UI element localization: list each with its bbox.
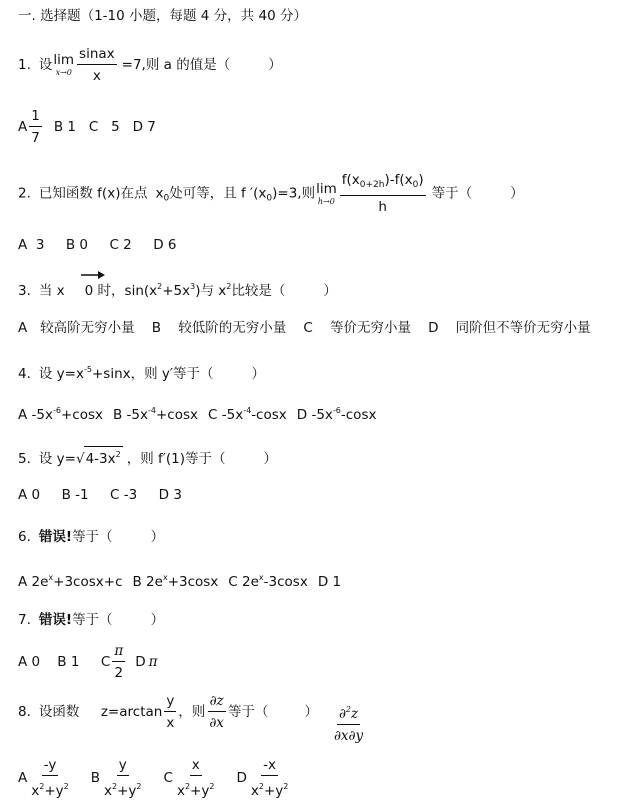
option-c: C -5x (208, 407, 244, 423)
section-heading: 一. 选择题（1-10 小题，每题 4 分，共 40 分） (18, 8, 307, 24)
close-paren: ） (150, 612, 165, 628)
option-d-label: D (236, 770, 247, 786)
limit-operator: lim h→0 (316, 180, 337, 206)
question-7-options (18, 643, 157, 681)
question-2: 2. 已知函数 f(x)在点 $x_0$处可等，且 f $'(x_0)=3$,则 lim h→0 $\frac{f(x_{0+2h})-f(x_0)}{h}$ 等于（ ） (18, 172, 524, 215)
question-4-options: A $-5x^{-6}+\cos x$ B $-5x^{-4}+\cos x$ C $-5x^{-4}$-cosx D $-5x^{-6}$-cosx (18, 406, 377, 423)
option-d: D (135, 654, 146, 670)
question-1-options (18, 108, 156, 146)
q4-prefix: 设 y=x (38, 366, 84, 382)
question-6-options: A $2e^x+3\cos x+c$ B $2e^x+3\cos x$ C $2e^x-3\cos x$ D 1 (18, 573, 342, 590)
question-1 (18, 46, 282, 84)
option-b: B 2e (132, 574, 163, 590)
question-number: 2. (18, 185, 31, 202)
question-number: 5. (18, 451, 31, 467)
q3-prefix: 当 x (38, 283, 65, 299)
q3-mid2: +5x (162, 283, 191, 299)
option-b-fraction: $\frac{y}{x^2+y^2}$ (104, 757, 142, 799)
pi-symbol: π (148, 654, 158, 670)
question-number: 6. (18, 529, 31, 545)
question-3-options: A 较高阶无穷小量 B 较低阶的无穷小量 C 等价无穷小量 D 同阶但不等价无穷小量 (18, 320, 591, 336)
option-a: A 2e (18, 574, 49, 590)
option-a-label: A (18, 770, 28, 786)
question-number: 3. (18, 283, 31, 299)
q1-text: =7,则 a 的值是（ (121, 57, 231, 73)
y-over-x: $\frac{y}{x}$ (166, 693, 175, 731)
question-8 (18, 693, 367, 744)
difference-quotient: $\frac{f(x_{0+2h})-f(x_0)}{h}$ (341, 172, 424, 215)
option-a-fraction: $\frac{1}{7}$ (31, 108, 40, 146)
close-paren: ） (150, 529, 165, 545)
option-d-fraction: $\frac{-x}{x^2+y^2}$ (250, 757, 289, 799)
q2-prefix: 已知函数 f(x)在点 (38, 185, 148, 202)
question-3: 3. 当 x 0 时，$\sin(x^2+5x^3)$与 $x^2$比较是（ ） (18, 282, 337, 299)
option-b-label: B (90, 770, 101, 786)
limit-operator: lim x→0 (53, 52, 75, 77)
option-c-fraction: $\frac{x}{x^2+y^2}$ (176, 757, 215, 799)
question-7 (18, 612, 164, 628)
close-paren: ） (510, 185, 524, 202)
close-paren: ） (263, 451, 277, 467)
close-paren: ） (268, 57, 282, 73)
question-5 (18, 446, 277, 467)
arrow-icon (80, 270, 106, 280)
partial-derivative: $\frac{\partial z}{\partial x}$ (209, 693, 224, 731)
option-c-label: C (163, 770, 173, 786)
question-6 (18, 529, 164, 545)
pi-over-two: $\frac{\pi}{2}$ (114, 643, 124, 681)
q8-post: 等于（ (227, 704, 269, 720)
close-paren: ） (304, 704, 318, 720)
q8-prefix: 设函数 z=arctan (38, 704, 163, 720)
question-5-options: A 0 B -1 C -3 D 3 (18, 487, 182, 503)
option-d: D -5x (296, 407, 333, 423)
options-rest: B 1 C 5 D 7 (53, 119, 156, 135)
question-number: 4. (18, 366, 31, 382)
q4-post: +sinx，则 y′等于（ (91, 366, 214, 382)
option-b: B -5x (113, 407, 149, 423)
q6-post: 等于（ (72, 529, 113, 545)
q2-mid2: )=3,则 (272, 185, 316, 202)
option-a-fraction: $\frac{-y}{x^2+y^2}$ (31, 757, 69, 799)
question-number: 1. (18, 57, 31, 73)
option-c: C 2e (228, 574, 259, 590)
q5-post: ，则 f′(1)等于（ (126, 451, 226, 467)
radicand: $4-3x^2$ (84, 446, 123, 467)
question-number: 7. (18, 612, 31, 628)
q2-post: 等于（ (431, 185, 473, 202)
close-paren: ） (323, 283, 337, 299)
q8-mid: ，则 (178, 704, 206, 720)
q3-post: 比较是（ (231, 283, 286, 299)
error-marker: 错误! (38, 612, 73, 628)
mixed-partial-derivative: $\frac{\partial^2z}{\partial x\partial y}$ (332, 702, 365, 744)
q5-prefix: 设 y= (38, 451, 76, 467)
q1-prefix: 设 (38, 57, 53, 73)
options-ab: A 0 B 1 C (18, 654, 111, 670)
option-a: A -5x (18, 407, 53, 423)
question-4: 4. 设 $y=x^{-5}+\sin x$，则 y′等于（ ） (18, 365, 265, 382)
q7-post: 等于（ (72, 612, 113, 628)
sqrt-icon: √ (75, 451, 85, 467)
option-d: D 1 (317, 574, 342, 590)
error-marker: 错误! (38, 529, 73, 545)
x0: x (155, 185, 164, 202)
q3-mid: 0 时，sin(x (84, 283, 158, 299)
q2-mid: 处可等，且 f ′(x (169, 185, 267, 202)
close-paren: ） (251, 366, 265, 382)
option-a-label: A (18, 119, 28, 135)
q3-mid3: )与 x (195, 283, 227, 299)
question-2-options: A 3 B 0 C 2 D 6 (18, 237, 177, 253)
question-number: 8. (18, 704, 31, 720)
fraction: $\frac{\text{sinax}}{x}$ (79, 46, 115, 84)
question-8-options (18, 757, 292, 799)
